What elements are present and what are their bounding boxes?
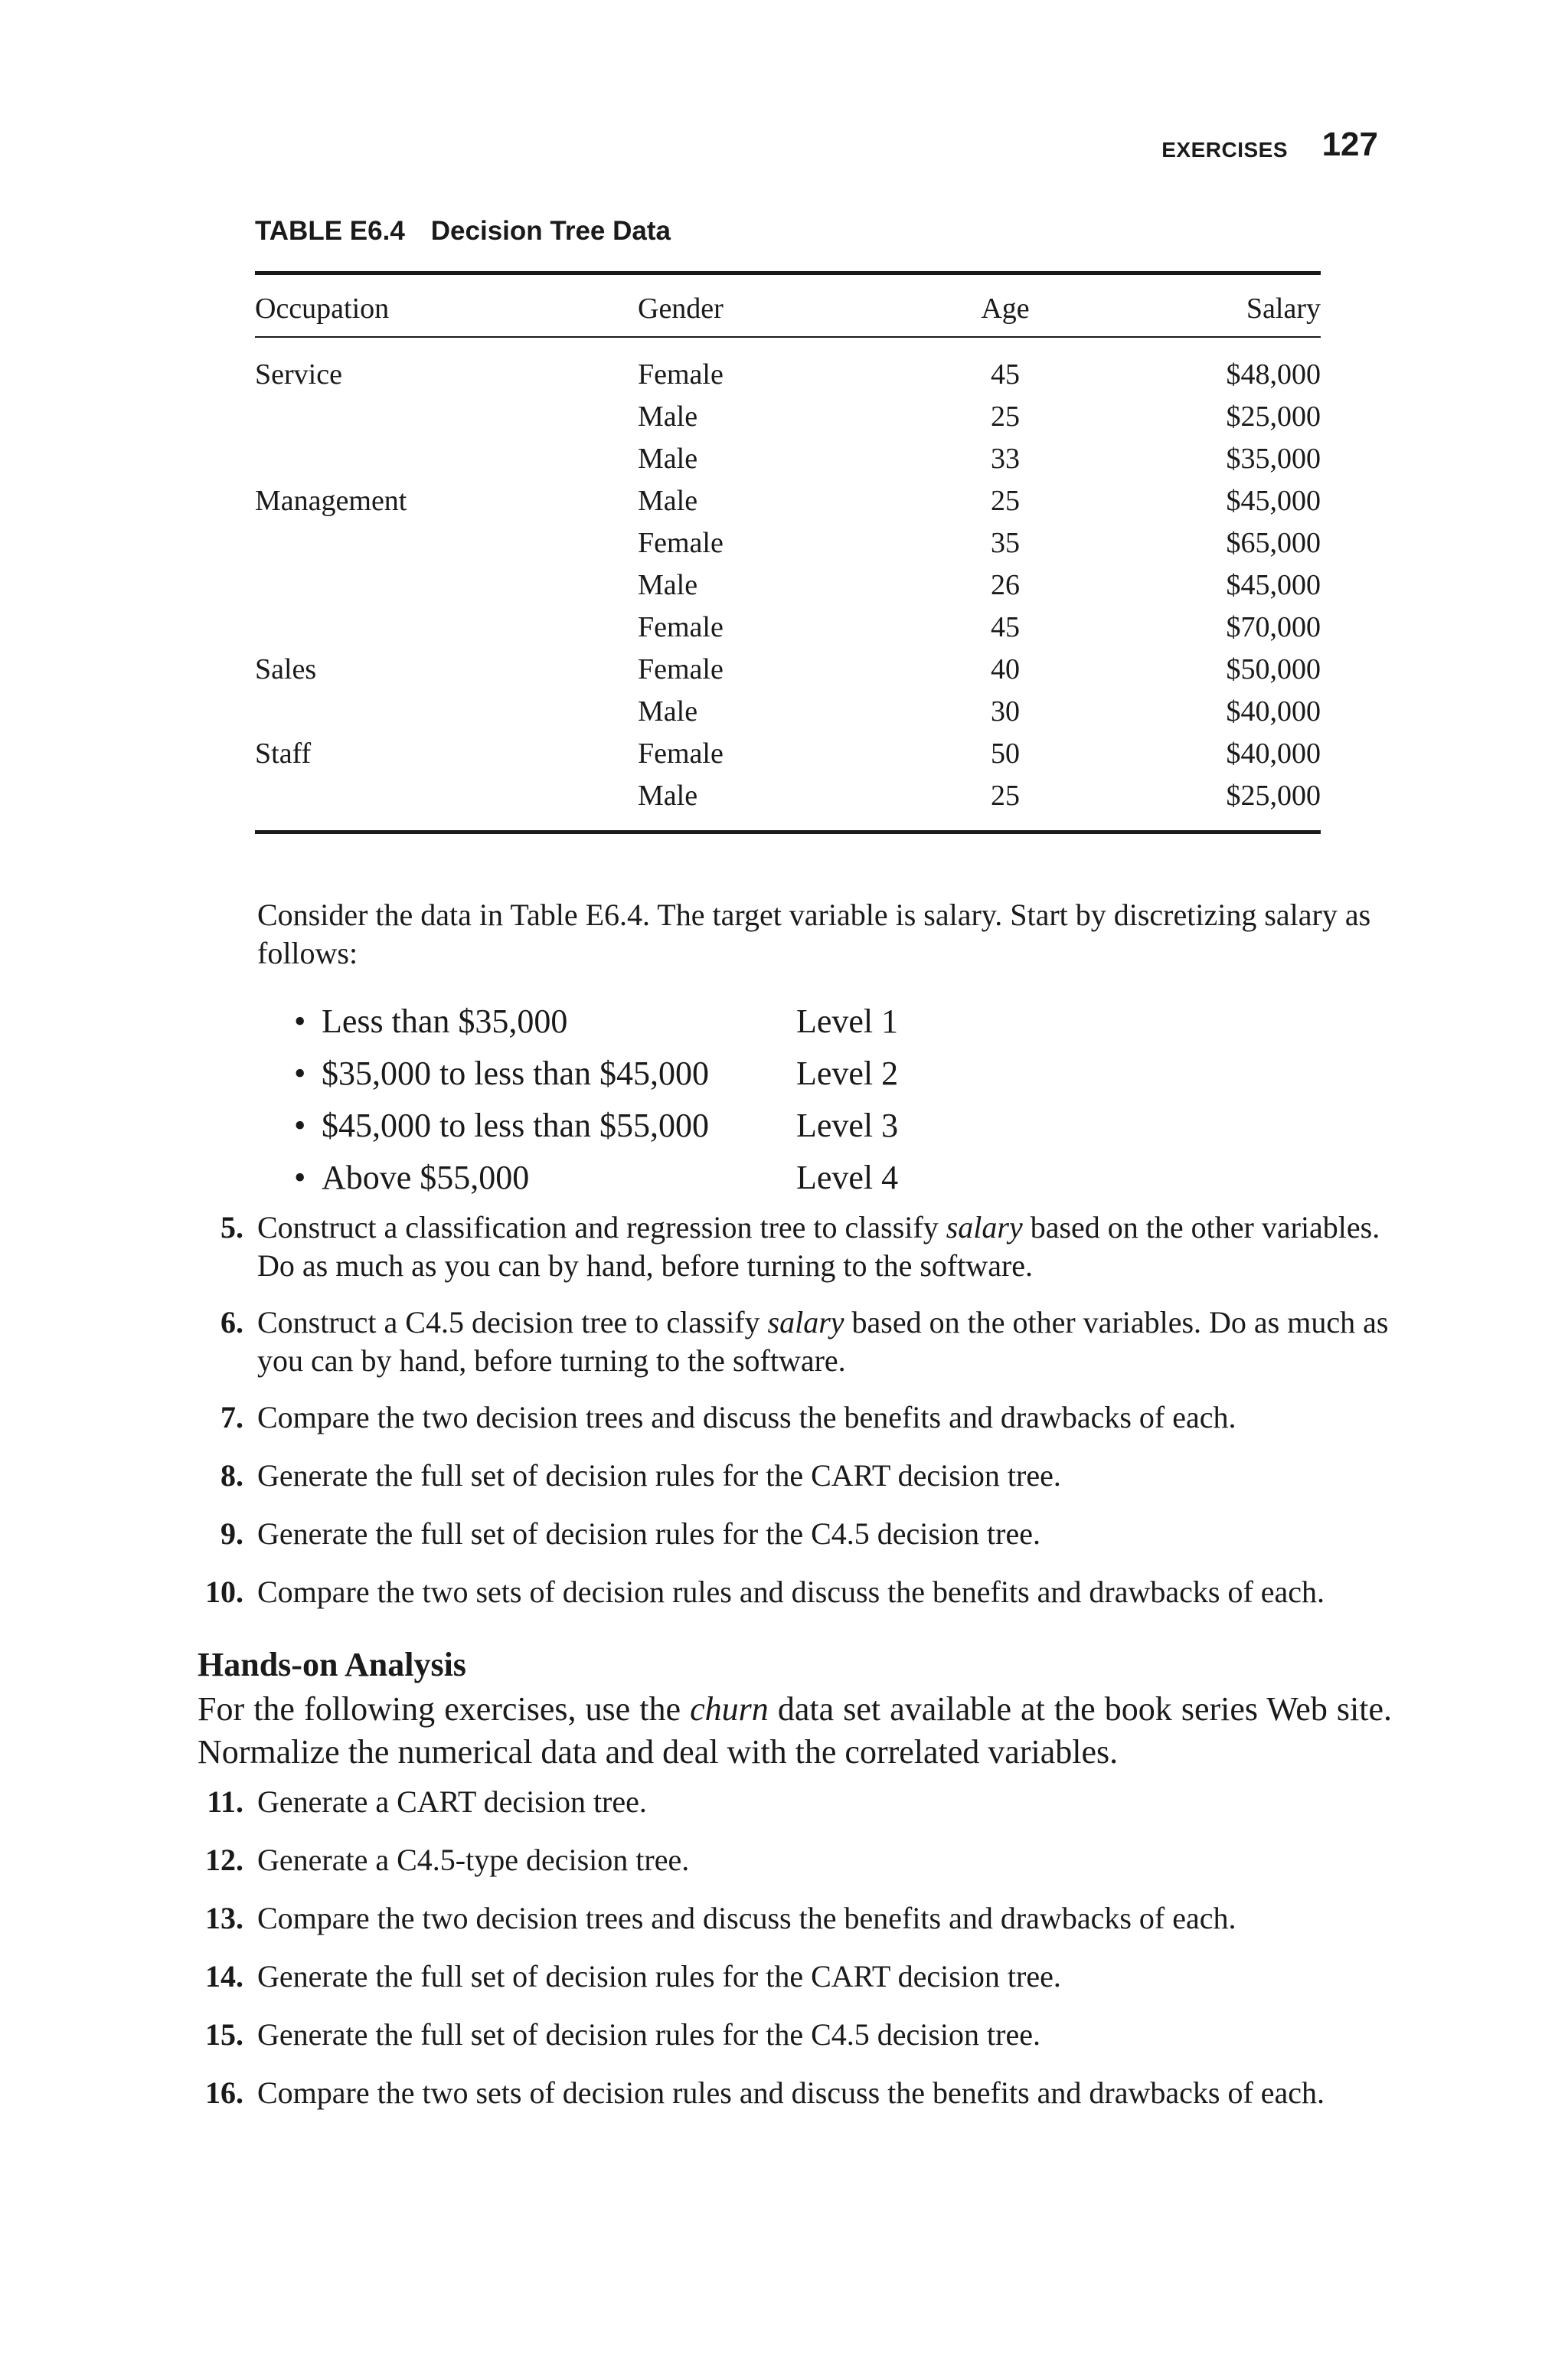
exercise-text: Compare the two sets of decision rules and discuss the benefits and drawbacks of each. [257, 1575, 1325, 1609]
exercise-number: 8. [220, 1458, 243, 1493]
cell-salary: $45,000 [1226, 485, 1321, 517]
intro-paragraph: Consider the data in Table E6.4. The target variable is salary. Start by discretizing salary as follows: [257, 898, 1371, 970]
column-header-age: Age [981, 293, 1030, 325]
exercise-text-before: Construct a C4.5 decision tree to classify [257, 1305, 768, 1339]
exercise-number: 16. [205, 2075, 243, 2110]
salary-range: $35,000 to less than $45,000 [322, 1055, 709, 1092]
cell-gender: Male [638, 401, 698, 433]
exercise-text-before: Construct a classification and regression tree to classify [257, 1210, 946, 1245]
cell-salary: $40,000 [1226, 695, 1321, 728]
page-number: 127 [1321, 126, 1378, 163]
column-header-occupation: Occupation [255, 293, 390, 325]
table-label: TABLE E6.4 [255, 216, 405, 246]
exercise-number: 12. [205, 1843, 243, 1877]
table-row [255, 437, 1321, 479]
exercise-number: 7. [220, 1400, 243, 1434]
salary-level-item [0, 1054, 1390, 1106]
hands-on-intro-before: For the following exercises, use the [198, 1690, 691, 1728]
salary-level: Level 3 [796, 1107, 899, 1144]
exercise-text: Compare the two decision trees and discuss the benefits and drawbacks of each. [257, 1400, 1236, 1434]
exercise-text-emphasis: salary [767, 1305, 844, 1339]
salary-level-item [0, 1158, 1390, 1210]
table-row [255, 353, 1321, 395]
table-row [255, 395, 1321, 437]
cell-gender: Male [638, 485, 698, 517]
exercise-number: 6. [220, 1305, 243, 1339]
table-header-row [255, 275, 1321, 336]
exercise-text-after: based on the other variables. Do as much as you can by hand, before turning to the software. [257, 1305, 1389, 1378]
table-row [255, 690, 1321, 732]
cell-occupation: Service [255, 358, 342, 391]
exercise-text: Generate the full set of decision rules for the CART decision tree. [257, 1458, 1061, 1493]
table-row [255, 648, 1321, 690]
table-body [255, 338, 1321, 830]
cell-age: 25 [991, 401, 1020, 433]
cell-age: 50 [991, 738, 1020, 770]
cell-age: 35 [991, 527, 1020, 559]
cell-age: 33 [991, 443, 1020, 475]
cell-gender: Female [638, 358, 724, 391]
cell-age: 40 [991, 653, 1020, 685]
hands-on-intro [198, 1688, 1392, 1774]
salary-level-item [0, 1106, 1390, 1158]
exercise-number: 14. [205, 1959, 243, 1994]
table-row [255, 479, 1321, 522]
cell-age: 45 [991, 611, 1020, 643]
cell-occupation: Management [255, 485, 407, 517]
cell-gender: Male [638, 569, 698, 601]
exercise-text [257, 1303, 1390, 1380]
exercise-text: Generate the full set of decision rules for the C4.5 decision tree. [257, 1516, 1040, 1551]
cell-salary: $50,000 [1226, 653, 1321, 685]
column-header-gender: Gender [638, 293, 724, 325]
bullet-icon: • [294, 1159, 306, 1196]
table-title: Decision Tree Data [430, 216, 671, 246]
exercise-text: Compare the two sets of decision rules and discuss the benefits and drawbacks of each. [257, 2075, 1325, 2110]
cell-salary: $45,000 [1226, 569, 1321, 601]
table-row [255, 564, 1321, 606]
cell-age: 30 [991, 695, 1020, 728]
cell-salary: $40,000 [1226, 738, 1321, 770]
cell-salary: $25,000 [1226, 401, 1321, 433]
cell-age: 25 [991, 485, 1020, 517]
cell-gender: Male [638, 443, 698, 475]
salary-level: Level 4 [796, 1159, 899, 1196]
cell-age: 45 [991, 358, 1020, 391]
exercise-number: 5. [220, 1210, 243, 1245]
cell-salary: $25,000 [1226, 780, 1321, 812]
cell-gender: Female [638, 738, 724, 770]
table-row [255, 606, 1321, 648]
cell-gender: Female [638, 611, 724, 643]
bullet-icon: • [294, 1055, 306, 1092]
exercise-text: Generate the full set of decision rules for the C4.5 decision tree. [257, 2017, 1040, 2052]
table-bottom-rule [255, 830, 1321, 834]
cell-occupation: Sales [255, 653, 317, 685]
exercise-number: 10. [205, 1575, 243, 1609]
cell-salary: $70,000 [1226, 611, 1321, 643]
bullet-icon: • [294, 1002, 306, 1040]
salary-range: Less than $35,000 [322, 1002, 568, 1040]
table-row [255, 774, 1321, 816]
cell-gender: Female [638, 527, 724, 559]
exercise-text: Compare the two decision trees and discuss the benefits and drawbacks of each. [257, 1901, 1236, 1935]
cell-salary: $35,000 [1226, 443, 1321, 475]
cell-gender: Male [638, 780, 698, 812]
salary-level: Level 2 [796, 1055, 899, 1092]
hands-on-intro-after: data set available at the book series Web site. Normalize the numerical data and deal with the correlated variables. [198, 1690, 1393, 1771]
bullet-icon: • [294, 1107, 306, 1144]
hands-on-title: Hands-on Analysis [198, 1646, 466, 1683]
salary-level: Level 1 [796, 1002, 899, 1040]
salary-range: Above $55,000 [322, 1159, 530, 1196]
exercise-text-after: based on the other variables. Do as much as you can by hand, before turning to the software. [257, 1210, 1380, 1283]
hands-on-intro-dataset: churn [690, 1690, 769, 1728]
decision-tree-data-table [255, 271, 1321, 834]
exercise-text: Generate the full set of decision rules for the CART decision tree. [257, 1959, 1061, 1994]
exercise-text: Generate a CART decision tree. [257, 1784, 647, 1819]
exercise-text: Generate a C4.5-type decision tree. [257, 1843, 690, 1877]
table-caption [255, 216, 671, 247]
salary-level-item [0, 1002, 1390, 1054]
running-header [0, 126, 1384, 163]
column-header-salary: Salary [1246, 293, 1321, 325]
exercise-text [257, 1209, 1390, 1285]
cell-occupation: Staff [255, 738, 312, 770]
section-title: EXERCISES [1161, 138, 1288, 162]
cell-age: 25 [991, 780, 1020, 812]
exercise-number: 9. [220, 1516, 243, 1551]
cell-salary: $65,000 [1226, 527, 1321, 559]
exercise-text-emphasis: salary [946, 1210, 1023, 1245]
exercise-number: 13. [205, 1901, 243, 1935]
cell-gender: Male [638, 695, 698, 728]
cell-age: 26 [991, 569, 1020, 601]
cell-salary: $48,000 [1226, 358, 1321, 391]
salary-range: $45,000 to less than $55,000 [322, 1107, 709, 1144]
table-row [255, 522, 1321, 564]
cell-gender: Female [638, 653, 724, 685]
exercise-number: 15. [205, 2017, 243, 2052]
exercise-number: 11. [207, 1784, 243, 1819]
table-row [255, 732, 1321, 774]
